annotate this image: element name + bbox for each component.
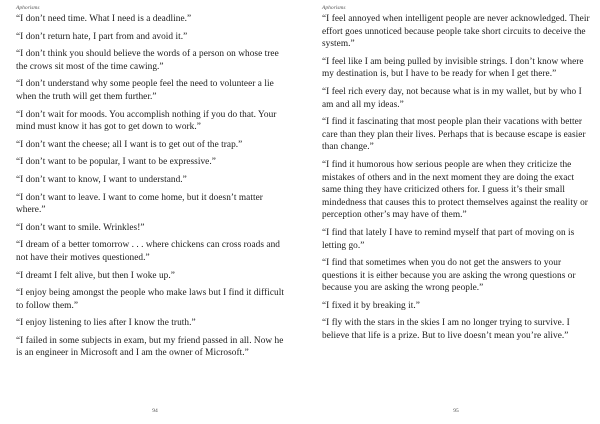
quote-list [322, 13, 590, 343]
quote: “I don’t understand why some people feel the need to volunteer a lie when the truth will get them further.” [16, 79, 274, 102]
quote: “I don’t want the cheese; all I want is to get out of the trap.” [16, 139, 243, 150]
running-header: Aphorisms [322, 5, 346, 11]
quote: “I don’t want to smile. Wrinkles!” [16, 222, 145, 233]
quote: “I don’t want to know, I want to understand.” [16, 174, 187, 185]
quote: “I enjoy listening to lies after I know the truth.” [16, 318, 196, 329]
quote: “I don’t think you should believe the words of a person on whose tree the crows sit most of the time cawing.” [16, 49, 279, 72]
quote: “I dreamt I felt alive, but then I woke up.” [16, 270, 175, 281]
quote: “I find it humorous how serious people are when they criticize the mistakes of others and in the next moment they are doing the exact same thing they have criticized others for. I guess it’s their small mindedness that causes this to protect themselves against the reality or perception other’s may have of them.” [322, 159, 588, 221]
quote: “I feel rich every day, not because what is in my wallet, but by who I am and all my ideas.” [322, 86, 582, 110]
quote: “I find that lately I have to remind myself that part of moving on is letting go.” [322, 227, 575, 251]
page-number: 95 [453, 408, 459, 414]
quote: “I don’t return hate, I part from and avoid it.” [16, 31, 188, 42]
quote: “I don’t need time. What I need is a deadline.” [16, 14, 192, 24]
page-number: 94 [152, 408, 158, 414]
quote: “I don’t want to leave. I want to come home, but it doesn’t matter where.” [16, 192, 263, 216]
quote: “I find it fascinating that most people plan their vacations with better care than they plan their lives. Perhaps that is because escape is easier than change.” [322, 117, 586, 153]
quote: “I find that sometimes when you do not get the answers to your questions it is either because you are asking the wrong questions or because you are asking the wrong people.” [322, 258, 576, 294]
running-header: Aphorisms [16, 5, 40, 11]
quote: “I feel like I am being pulled by invisible strings. I don’t know where my destination is, but I have to be ready for when I get there.” [322, 56, 584, 80]
quote: “I fly with the stars in the skies I am no longer trying to survive. I believe that life is a prize. But to live doesn’t mean you’re alive.” [322, 318, 570, 342]
quote: “I don’t wait for moods. You accomplish nothing if you do that. Your mind must know it has got to get down to work.” [16, 109, 277, 133]
quote-list [16, 13, 286, 360]
quote: “I feel annoyed when intelligent people are never acknowledged. Their effort goes unnoticed because people take short circuits to deceive the system.” [322, 14, 590, 50]
quote: “I enjoy being amongst the people who make laws but I find it difficult to follow them.” [16, 288, 285, 311]
quote: “I fixed it by breaking it.” [322, 300, 420, 311]
quote: “I dream of a better tomorrow . . . where chickens can cross roads and not have their motives questioned.” [16, 240, 280, 263]
right-page [300, 0, 600, 424]
quote: “I failed in some subjects in exam, but my friend passed in all. Now he is an engineer in Microsoft and I am the owner of Microsoft.” [16, 335, 284, 359]
quote: “I don’t want to be popular, I want to be expressive.” [16, 157, 216, 168]
